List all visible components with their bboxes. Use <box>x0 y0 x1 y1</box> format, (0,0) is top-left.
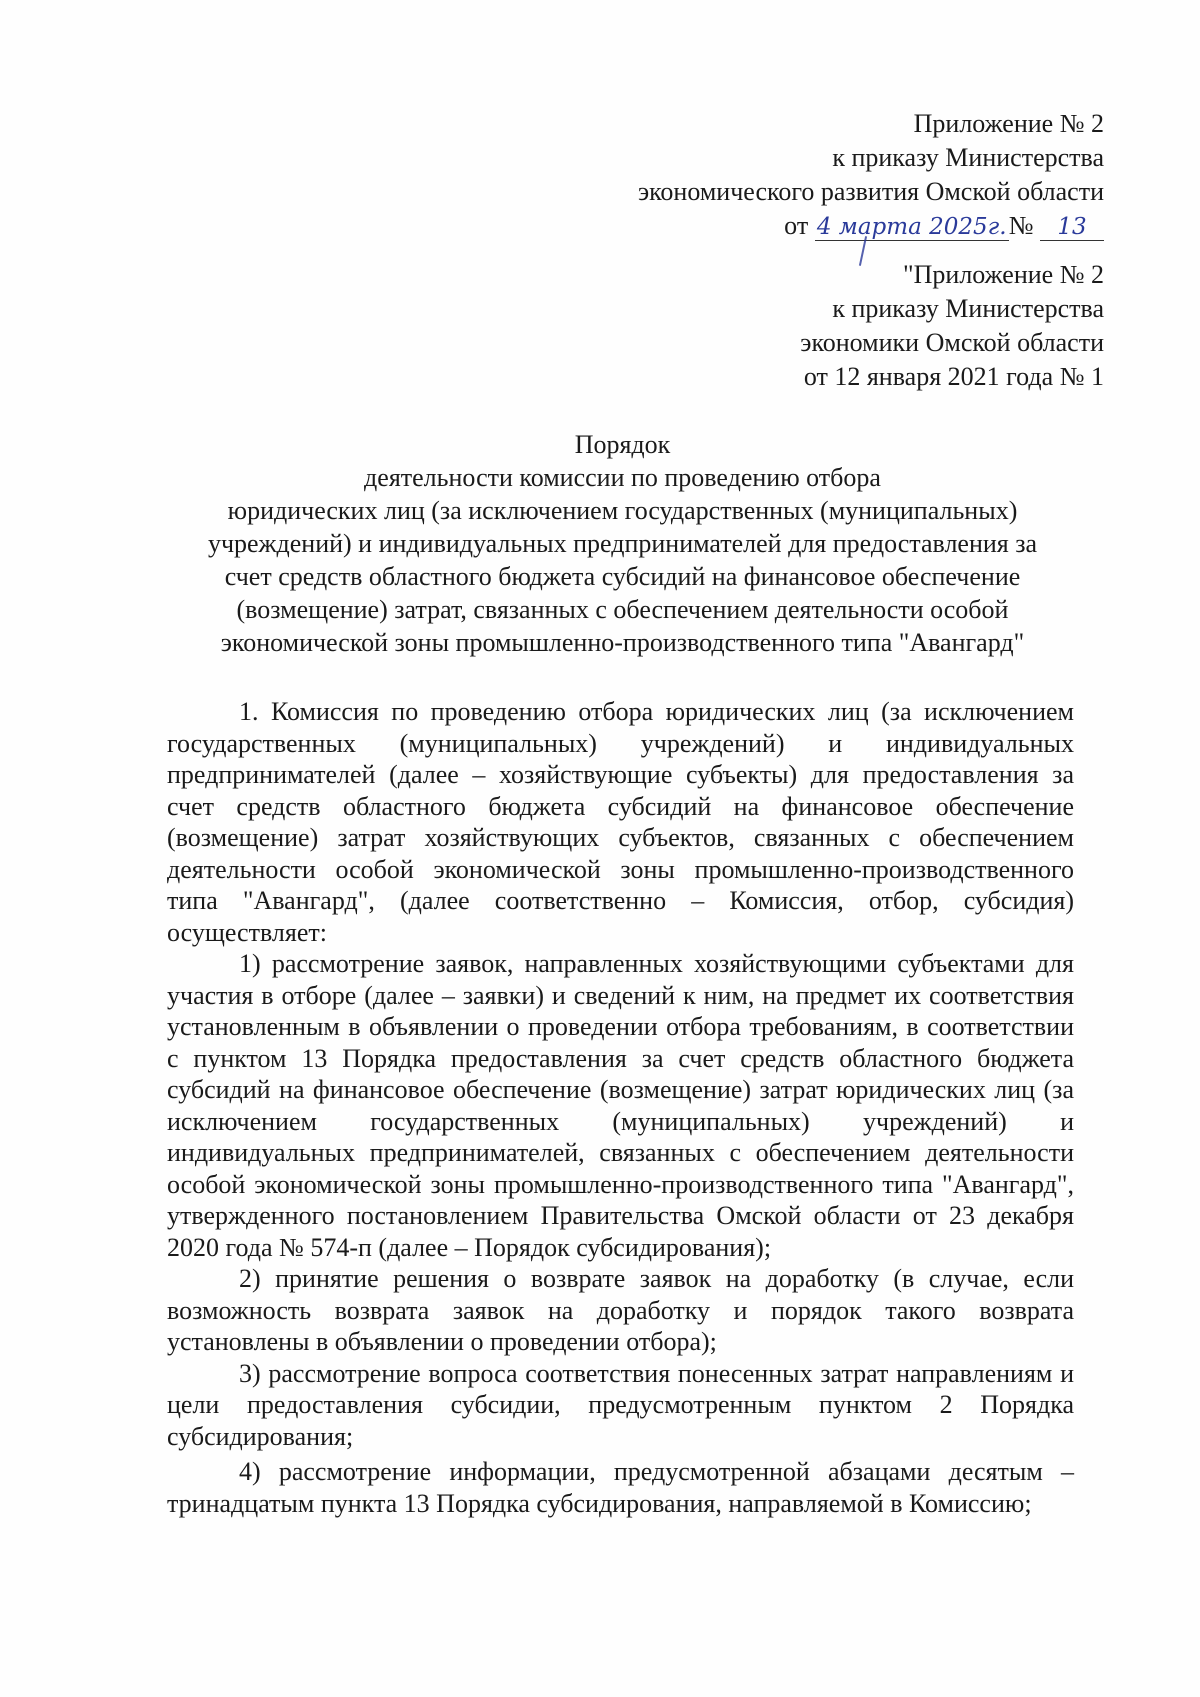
paragraph-1: 1. Комиссия по проведению отбора юридических лиц (за исключением государственных (муниципальных) учреждений) и индивидуальных предпринимателей (далее – хозяйствующие субъекты) для предоставления за счет средств областного бюджета субсидий на финансовое обеспечение (возмещение) затрат хозяйствующих субъектов, связанных с обеспечением деятельности особой экономической зоны промышленно-производственного типа "Авангард", (далее соответственно – Комиссия, отбор, субсидия) осуществляет: <box>167 697 1074 947</box>
original-date: от 12 января 2021 года № 1 <box>803 362 1104 391</box>
title-line: Порядок <box>574 430 671 459</box>
document-body <box>167 696 1074 1519</box>
title-line: учреждений) и индивидуальных предпринимателей для предоставления за <box>207 529 1038 558</box>
title-line: юридических лиц (за исключением государственных (муниципальных) <box>227 496 1018 525</box>
date-prefix: от <box>784 211 809 240</box>
original-ministry: экономики Омской области <box>800 328 1104 357</box>
handwritten-date: 4 марта 2025г. <box>815 214 1009 241</box>
original-order-ref: к приказу Министерства <box>832 294 1104 323</box>
paragraph-item-4: 4) рассмотрение информации, предусмотренной абзацами десятым – тринадцатым пункта 13 Порядка субсидирования, направляемой в Комиссию; <box>167 1457 1074 1518</box>
title-line: счет средств областного бюджета субсидий на финансовое обеспечение <box>224 562 1021 591</box>
paragraph-item-2: 2) принятие решения о возврате заявок на доработку (в случае, если возможность возврата заявок на доработку и порядок такого возврата установлены в объявлении о проведении отбора); <box>167 1264 1074 1356</box>
appendix-header-current <box>638 107 1104 243</box>
appendix-ministry: экономического развития Омской области <box>637 177 1104 206</box>
appendix-date-line <box>638 209 1104 243</box>
paragraph-item-3: 3) рассмотрение вопроса соответствия понесенных затрат направлениям и цели предоставления субсидии, предусмотренным пунктом 2 Порядка субсидирования; <box>167 1358 1074 1451</box>
number-sign: № <box>1008 211 1034 240</box>
appendix-order-ref: к приказу Министерства <box>832 143 1104 172</box>
title-line: экономической зоны промышленно-производственного типа "Авангард" <box>220 628 1025 657</box>
document-title <box>175 428 1070 659</box>
title-line: (возмещение) затрат, связанных с обеспечением деятельности особой <box>236 595 1009 624</box>
paragraph-item-1: 1) рассмотрение заявок, направленных хозяйствующими субъектами для участия в отборе (далее – заявки) и сведений к ним, на предмет их соответствия установленным в объявлении о проведении отбора требованиям, в соответствии с пунктом 13 Порядка предоставления за счет средств областного бюджета субсидий на финансовое обеспечение (возмещение) затрат юридических лиц (за исключением государственных (муниципальных) учреждений) и индивидуальных предпринимателей, связанных с обеспечением деятельности особой экономической зоны промышленно-производственного типа "Авангард", утвержденного постановлением Правительства Омской области от 23 декабря 2020 года № 574-п (далее – Порядок субсидирования); <box>167 949 1074 1262</box>
handwritten-number: 13 <box>1040 214 1104 241</box>
title-line: деятельности комиссии по проведению отбора <box>364 463 881 492</box>
appendix-header-original <box>800 258 1104 394</box>
original-appendix-label: "Приложение № 2 <box>903 260 1104 289</box>
appendix-label: Приложение № 2 <box>913 109 1104 138</box>
